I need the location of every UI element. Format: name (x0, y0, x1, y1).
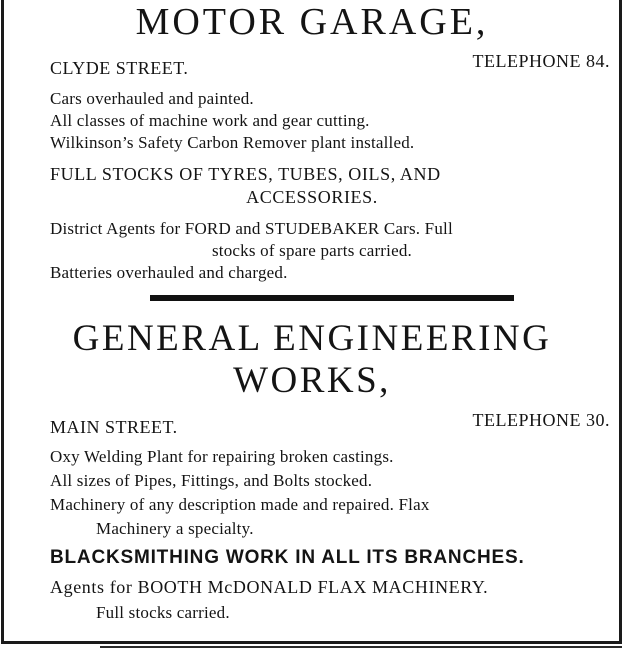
motor-garage-batteries: Batteries overhauled and charged. (50, 263, 288, 282)
motor-garage-agents-line-2: stocks of spare parts carried. (211, 241, 412, 260)
engineering-full-stocks: Full stocks carried. (96, 603, 230, 622)
motor-garage-agents-line-1: District Agents for FORD and STUDEBAKER Cars. Full (50, 219, 453, 238)
engineering-title-line-2: WORKS, (233, 360, 391, 401)
section-divider (150, 295, 514, 301)
engineering-blacksmithing: BLACKSMITHING WORK IN ALL ITS BRANCHES. (50, 547, 525, 568)
motor-garage-stocks-line-1: FULL STOCKS OF TYRES, TUBES, OILS, AND (50, 164, 441, 184)
motor-garage-street: CLYDE STREET. (50, 58, 189, 78)
motor-garage-line-3: Wilkinson’s Safety Carbon Remover plant installed. (50, 133, 415, 152)
engineering-title-line-1: GENERAL ENGINEERING (72, 318, 552, 359)
engineering-agents: Agents for BOOTH McDONALD FLAX MACHINERY. (50, 577, 489, 597)
engineering-machinery-line-2: Machinery a specialty. (96, 519, 254, 538)
motor-garage-title: MOTOR GARAGE, (135, 1, 489, 43)
motor-garage-telephone: TELEPHONE 84. (472, 51, 610, 71)
border-bottom (1, 641, 622, 644)
motor-garage-stocks-line-2: ACCESSORIES. (246, 187, 378, 207)
motor-garage-line-2: All classes of machine work and gear cutting. (50, 111, 370, 130)
engineering-line-1: Oxy Welding Plant for repairing broken castings. (50, 447, 394, 466)
engineering-street: MAIN STREET. (50, 417, 178, 437)
engineering-machinery-line-1: Machinery of any description made and repaired. Flax (50, 495, 430, 514)
engineering-telephone: TELEPHONE 30. (472, 410, 610, 430)
motor-garage-line-1: Cars overhauled and painted. (50, 89, 254, 108)
engineering-line-2: All sizes of Pipes, Fittings, and Bolts stocked. (50, 471, 373, 490)
border-bottom-double (100, 646, 622, 648)
